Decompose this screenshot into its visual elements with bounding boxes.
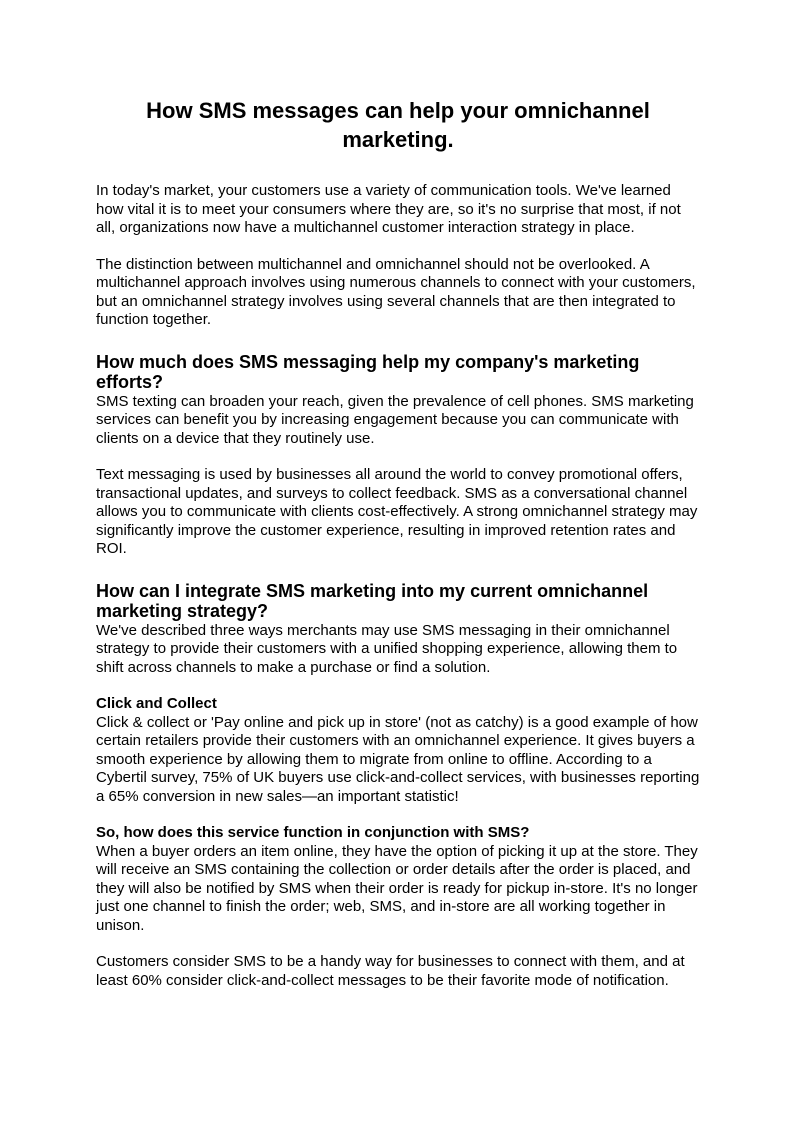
sms-function-paragraph-2: Customers consider SMS to be a handy way for businesses to connect with them, and at least 60% consider click-and-collect messages to be their favorite mode of notification. bbox=[96, 953, 685, 989]
click-collect-heading: Click and Collect bbox=[96, 695, 217, 712]
section1-paragraph-1: SMS texting can broaden your reach, given the prevalence of cell phones. SMS marketing services can benefit you by increasing engagement because you can communicate with clients on a device that they routinely use. bbox=[96, 392, 694, 447]
sms-function-heading: So, how does this service function in conjunction with SMS? bbox=[96, 824, 530, 841]
section2-paragraph: We've described three ways merchants may use SMS messaging in their omnichannel strategy to provide their customers with a unified shopping experience, allowing them to shift across channels to make a purchase or find a solution. bbox=[96, 621, 678, 676]
section1-heading: How much does SMS messaging help my company's marketing efforts? bbox=[96, 351, 640, 392]
intro-paragraph-1: In today's market, your customers use a variety of communication tools. We've learned how vital it is to meet your consumers where they are, so it's no surprise that most, if not all, organizations now have a multichannel customer interaction strategy in place. bbox=[96, 182, 681, 236]
intro-paragraph-2: The distinction between multichannel and omnichannel should not be overlooked. A multichannel approach involves using numerous channels to connect with your customers, but an omnichannel strategy involves using several channels that are then integrated to function together. bbox=[96, 255, 696, 328]
document-title: How SMS messages can help your omnichannel marketing. bbox=[146, 98, 650, 152]
section1-paragraph-2: Text messaging is used by businesses all around the world to convey promotional offers, transactional updates, and surveys to collect feedback. SMS as a conversational channel allows you to communicate with clients cost-effectively. A strong omnichannel strategy may significantly improve the customer experience, resulting in improved retention rates and ROI. bbox=[96, 466, 698, 557]
sms-function-paragraph-1: When a buyer orders an item online, they have the option of picking it up at the store. They will receive an SMS containing the collection or order details after the order is placed, and they will also be notified by SMS when their order is ready for pickup in-store. It's no longer just one channel to finish the order; web, SMS, and in-store are all working together in unison. bbox=[96, 842, 698, 934]
section2-heading: How can I integrate SMS marketing into my current omnichannel marketing strategy? bbox=[96, 580, 649, 621]
click-collect-paragraph: Click & collect or 'Pay online and pick up in store' (not as catchy) is a good example of how certain retailers provide their customers with an omnichannel experience. It gives buyers a smooth experience by allowing them to migrate from online to offline. According to a Cybertil survey, 75% of UK buyers use click-and-collect services, with businesses reporting a 65% conversion in new sales—an important statistic! bbox=[96, 713, 700, 805]
document-page bbox=[96, 96, 700, 990]
